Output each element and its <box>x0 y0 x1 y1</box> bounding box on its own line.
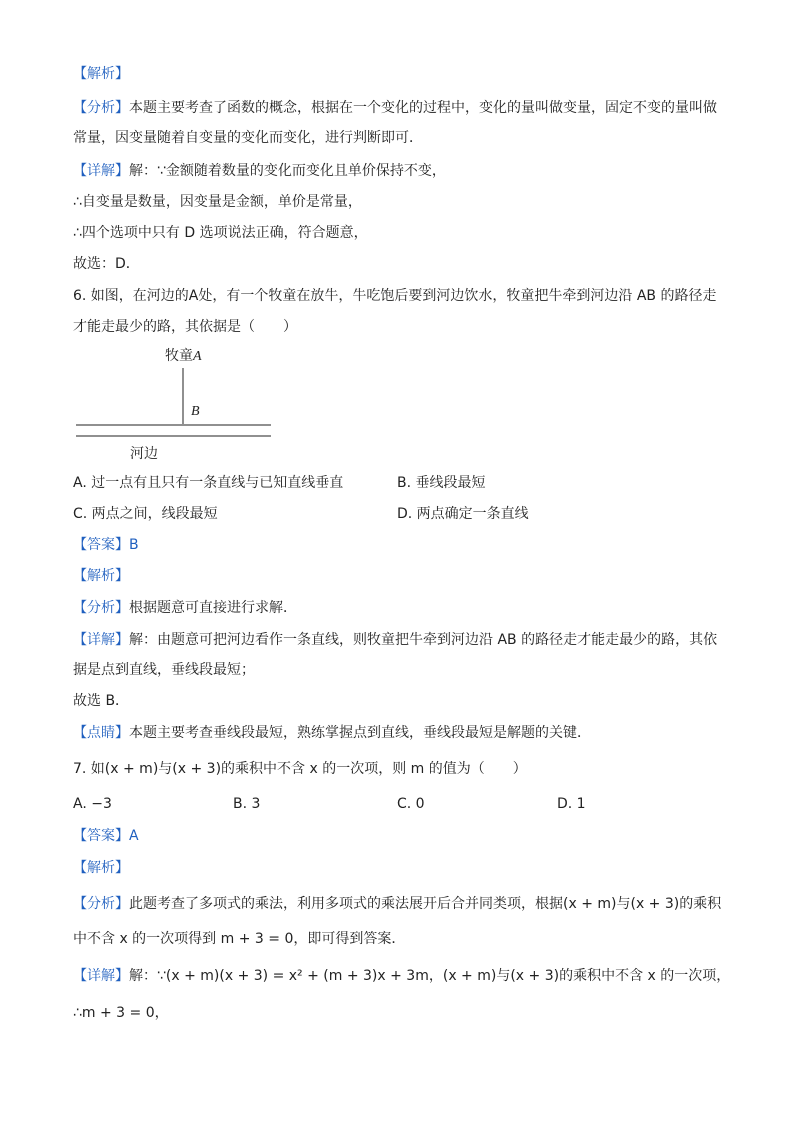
q6-note-line <box>73 722 591 744</box>
q7-analysis-text-1: 此题考查了多项式的乘法，利用多项式的乘法展开后合并同类项，根据(x + m)与(x + 3)的乘积 <box>129 896 722 912</box>
q5-detail-line-1 <box>73 160 446 182</box>
q6-note-tag: 【点睛】 <box>73 725 129 741</box>
q7-detail-text-1: 解：∵(x + m)(x + 3) = x² + (m + 3)x + 3m，(x + m)与(x + 3)的乘积中不含 x 的一次项， <box>129 968 731 984</box>
river-label: 河边 <box>130 446 158 462</box>
q7-detail-line-2: ∴m + 3 = 0， <box>73 1005 169 1021</box>
q7-option-b: B. 3 <box>233 796 261 812</box>
q6-detail-line-3: 故选 B． <box>73 693 130 709</box>
q7-stem: 7. 如(x + m)与(x + 3)的乘积中不含 x 的一次项，则 m 的值为（ ） <box>73 761 527 777</box>
q6-note-text: 本题主要考查垂线段最短，熟练掌握点到直线，垂线段最短是解题的关键． <box>129 725 591 741</box>
q6-detail-line-2: 据是点到直线，垂线段最短； <box>73 662 255 678</box>
q5-analysis-line-1 <box>73 97 717 119</box>
q5-analysis-tag: 【分析】 <box>73 100 129 116</box>
q7-option-c: C. 0 <box>397 796 425 812</box>
q6-option-b: B. 垂线段最短 <box>397 475 486 491</box>
q7-answer: 【答案】A <box>73 828 139 844</box>
q6-answer: 【答案】B <box>73 537 139 553</box>
q5-analysis-line-2: 常量，因变量随着自变量的变化而变化，进行判断即可． <box>73 130 423 146</box>
q6-analysis-heading: 【解析】 <box>73 568 129 584</box>
q6-option-a: A. 过一点有且只有一条直线与已知直线垂直 <box>73 475 344 491</box>
q5-detail-text-1: 解：∵金额随着数量的变化而变化且单价保持不变， <box>129 163 446 179</box>
q6-river-diagram <box>70 340 290 470</box>
q6-detail-line-1 <box>73 629 717 651</box>
q7-detail-tag: 【详解】 <box>73 968 129 984</box>
q7-analysis-line-2: 中不含 x 的一次项得到 m + 3 = 0，即可得到答案． <box>73 931 406 947</box>
q7-option-a: A. −3 <box>73 796 112 812</box>
q6-stem-line-1: 6. 如图，在河边的A处，有一个牧童在放牛，牛吃饱后要到河边饮水，牧童把牛牵到河边沿 AB 的路径走 <box>73 288 717 304</box>
q6-option-d: D. 两点确定一条直线 <box>397 506 529 522</box>
q7-analysis-line-1 <box>73 893 721 915</box>
q5-detail-line-4: 故选：D． <box>73 256 140 272</box>
q6-analysis-tag: 【分析】 <box>73 600 129 616</box>
q6-detail-tag: 【详解】 <box>73 632 129 648</box>
q5-detail-tag: 【详解】 <box>73 163 129 179</box>
q5-detail-line-3: ∴四个选项中只有 D 选项说法正确，符合题意， <box>73 225 368 241</box>
q5-analysis-heading: 【解析】 <box>73 66 129 82</box>
q7-analysis-heading: 【解析】 <box>73 860 129 876</box>
q6-analysis-text: 根据题意可直接进行求解． <box>129 600 297 616</box>
q6-analysis-line <box>73 597 297 619</box>
q6-detail-text-1: 解：由题意可把河边看作一条直线，则牧童把牛牵到河边沿 AB 的路径走才能走最少的路，其依 <box>129 632 718 648</box>
herdsman-label: 牧童A <box>165 348 202 364</box>
point-b-label: B <box>191 404 200 419</box>
q5-analysis-text-1: 本题主要考查了函数的概念，根据在一个变化的过程中，变化的量叫做变量，固定不变的量叫做 <box>129 100 717 116</box>
q7-option-d: D. 1 <box>557 796 586 812</box>
q7-detail-line-1 <box>73 965 730 987</box>
q7-analysis-tag: 【分析】 <box>73 896 129 912</box>
q6-stem-line-2: 才能走最少的路，其依据是（ ） <box>73 319 297 335</box>
q6-option-c: C. 两点之间，线段最短 <box>73 506 218 522</box>
q5-detail-line-2: ∴自变量是数量，因变量是金额，单价是常量， <box>73 194 362 210</box>
